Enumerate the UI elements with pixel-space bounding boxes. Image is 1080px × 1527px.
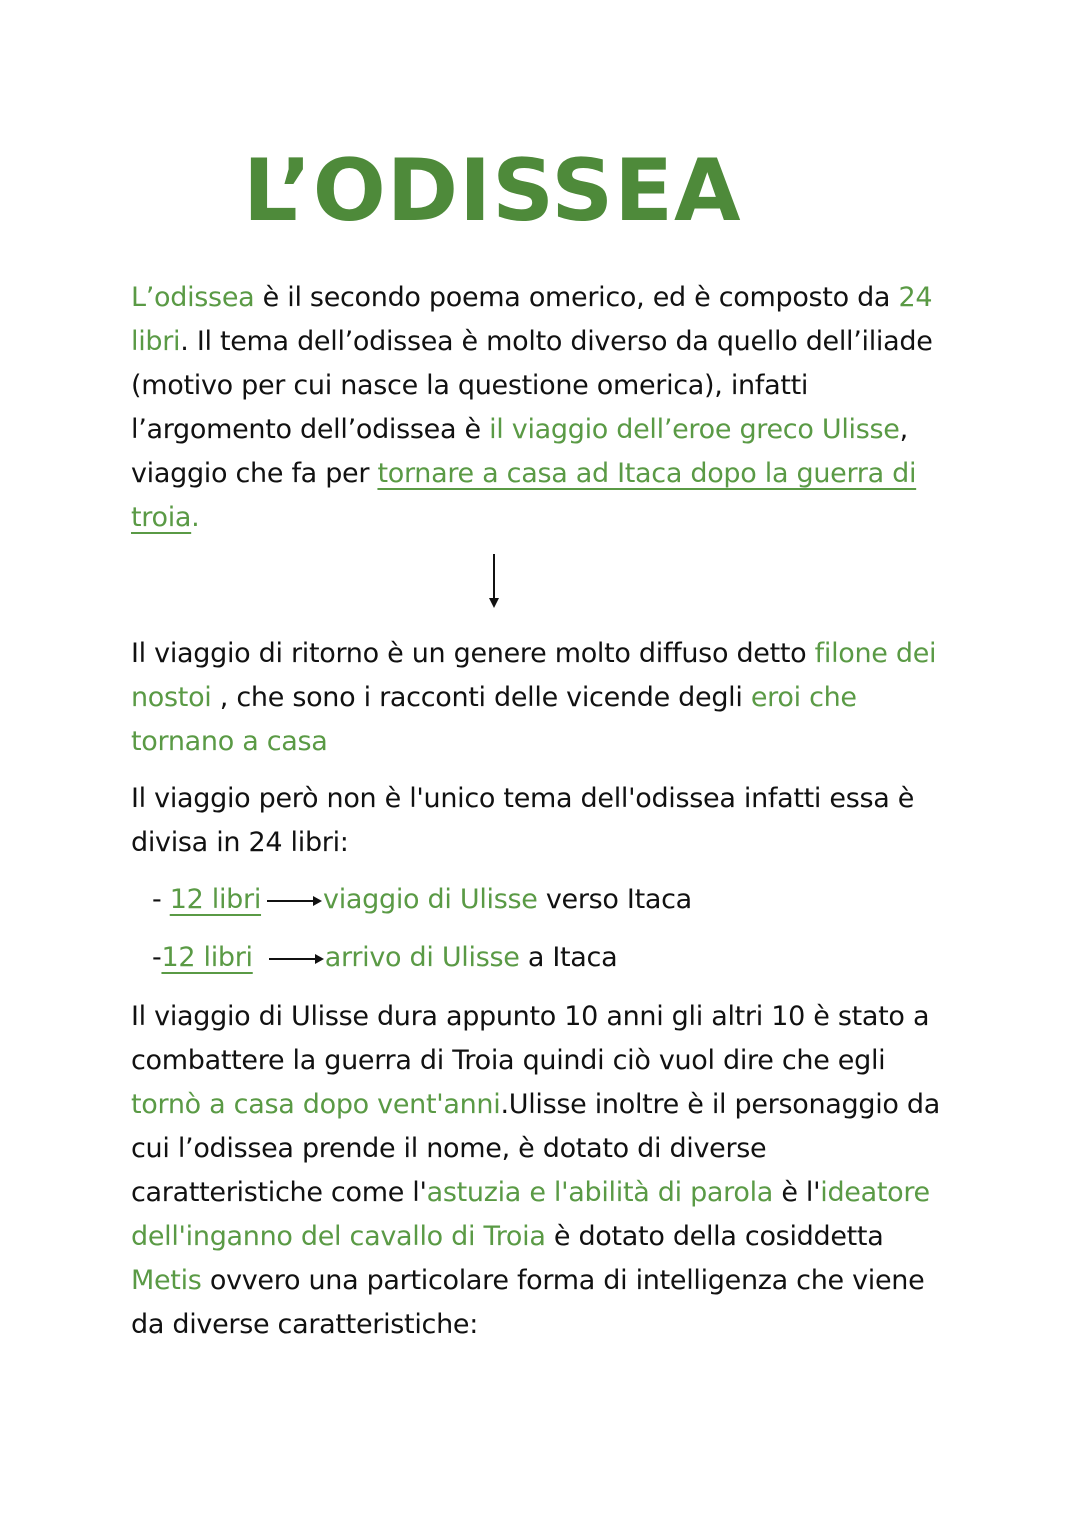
text-span: .	[191, 502, 200, 533]
text-span: , viaggio che fa per	[131, 414, 908, 489]
list-item	[152, 936, 852, 994]
nostoi-paragraph	[131, 632, 961, 764]
list-rest: a Itaca	[519, 942, 618, 973]
text-span: . Il tema dell’odissea è molto diverso da quello dell’iliade (motivo per cui nasce la questione omerica), infatti l’argomento dell’odissea è	[131, 326, 933, 445]
themes-paragraph: Il viaggio però non è l'unico tema dell'odissea infatti essa è divisa in 24 libri:	[131, 783, 915, 858]
highlight-24-libri: 24 libri	[131, 282, 933, 357]
list-topic: arrivo di Ulisse	[324, 942, 520, 973]
list-dash: -	[152, 942, 162, 973]
intro-paragraph	[131, 276, 961, 540]
text-span: è dotato della cosiddetta	[545, 1221, 884, 1252]
highlight-torno-casa: tornò a casa dopo vent'anni	[131, 1089, 501, 1120]
highlight-viaggio-eroe: il viaggio dell’eroe greco Ulisse	[489, 414, 900, 445]
page-title: L’ODISSEA	[243, 141, 742, 241]
highlight-eroi-casa: eroi che tornano a casa	[131, 682, 857, 757]
text-span: è il secondo poema omerico, ed è composto da	[254, 282, 899, 313]
text-span: è l'	[773, 1177, 821, 1208]
highlight-odissea: L’odissea	[131, 282, 255, 313]
list-count: 12 libri	[161, 942, 253, 973]
down-arrow-icon	[484, 552, 504, 612]
list-topic: viaggio di Ulisse	[323, 884, 538, 915]
text-span: Il viaggio di ritorno è un genere molto diffuso detto	[131, 638, 815, 669]
text-span: ovvero una particolare forma di intelligenza che viene da diverse caratteristiche:	[131, 1265, 925, 1340]
underlined-tornare-itaca: tornare a casa ad Itaca dopo la guerra di troia	[131, 458, 917, 533]
right-arrow-icon	[265, 894, 323, 908]
books-list	[152, 878, 852, 994]
list-dash: -	[152, 884, 170, 915]
highlight-astuzia: astuzia e l'abilità di parola	[426, 1177, 774, 1208]
right-arrow-icon	[267, 952, 325, 966]
text-span: .Ulisse inoltre è il personaggio da cui l’odissea prende il nome, è dotato di diverse caratteristiche come l'	[131, 1089, 940, 1208]
list-item	[152, 878, 852, 936]
highlight-metis: Metis	[131, 1265, 202, 1296]
text-span: Il viaggio di Ulisse dura appunto 10 anni gli altri 10 è stato a combattere la guerra di Troia quindi ciò vuol dire che egli	[131, 1001, 930, 1076]
ulisse-paragraph	[131, 995, 961, 1347]
highlight-filone-nostoi: filone dei nostoi	[131, 638, 937, 713]
list-rest: verso Itaca	[537, 884, 692, 915]
list-count: 12 libri	[169, 884, 262, 915]
highlight-ideatore: ideatore dell'inganno del cavallo di Troia	[131, 1177, 930, 1252]
text-span: , che sono i racconti delle vicende degli	[211, 682, 751, 713]
